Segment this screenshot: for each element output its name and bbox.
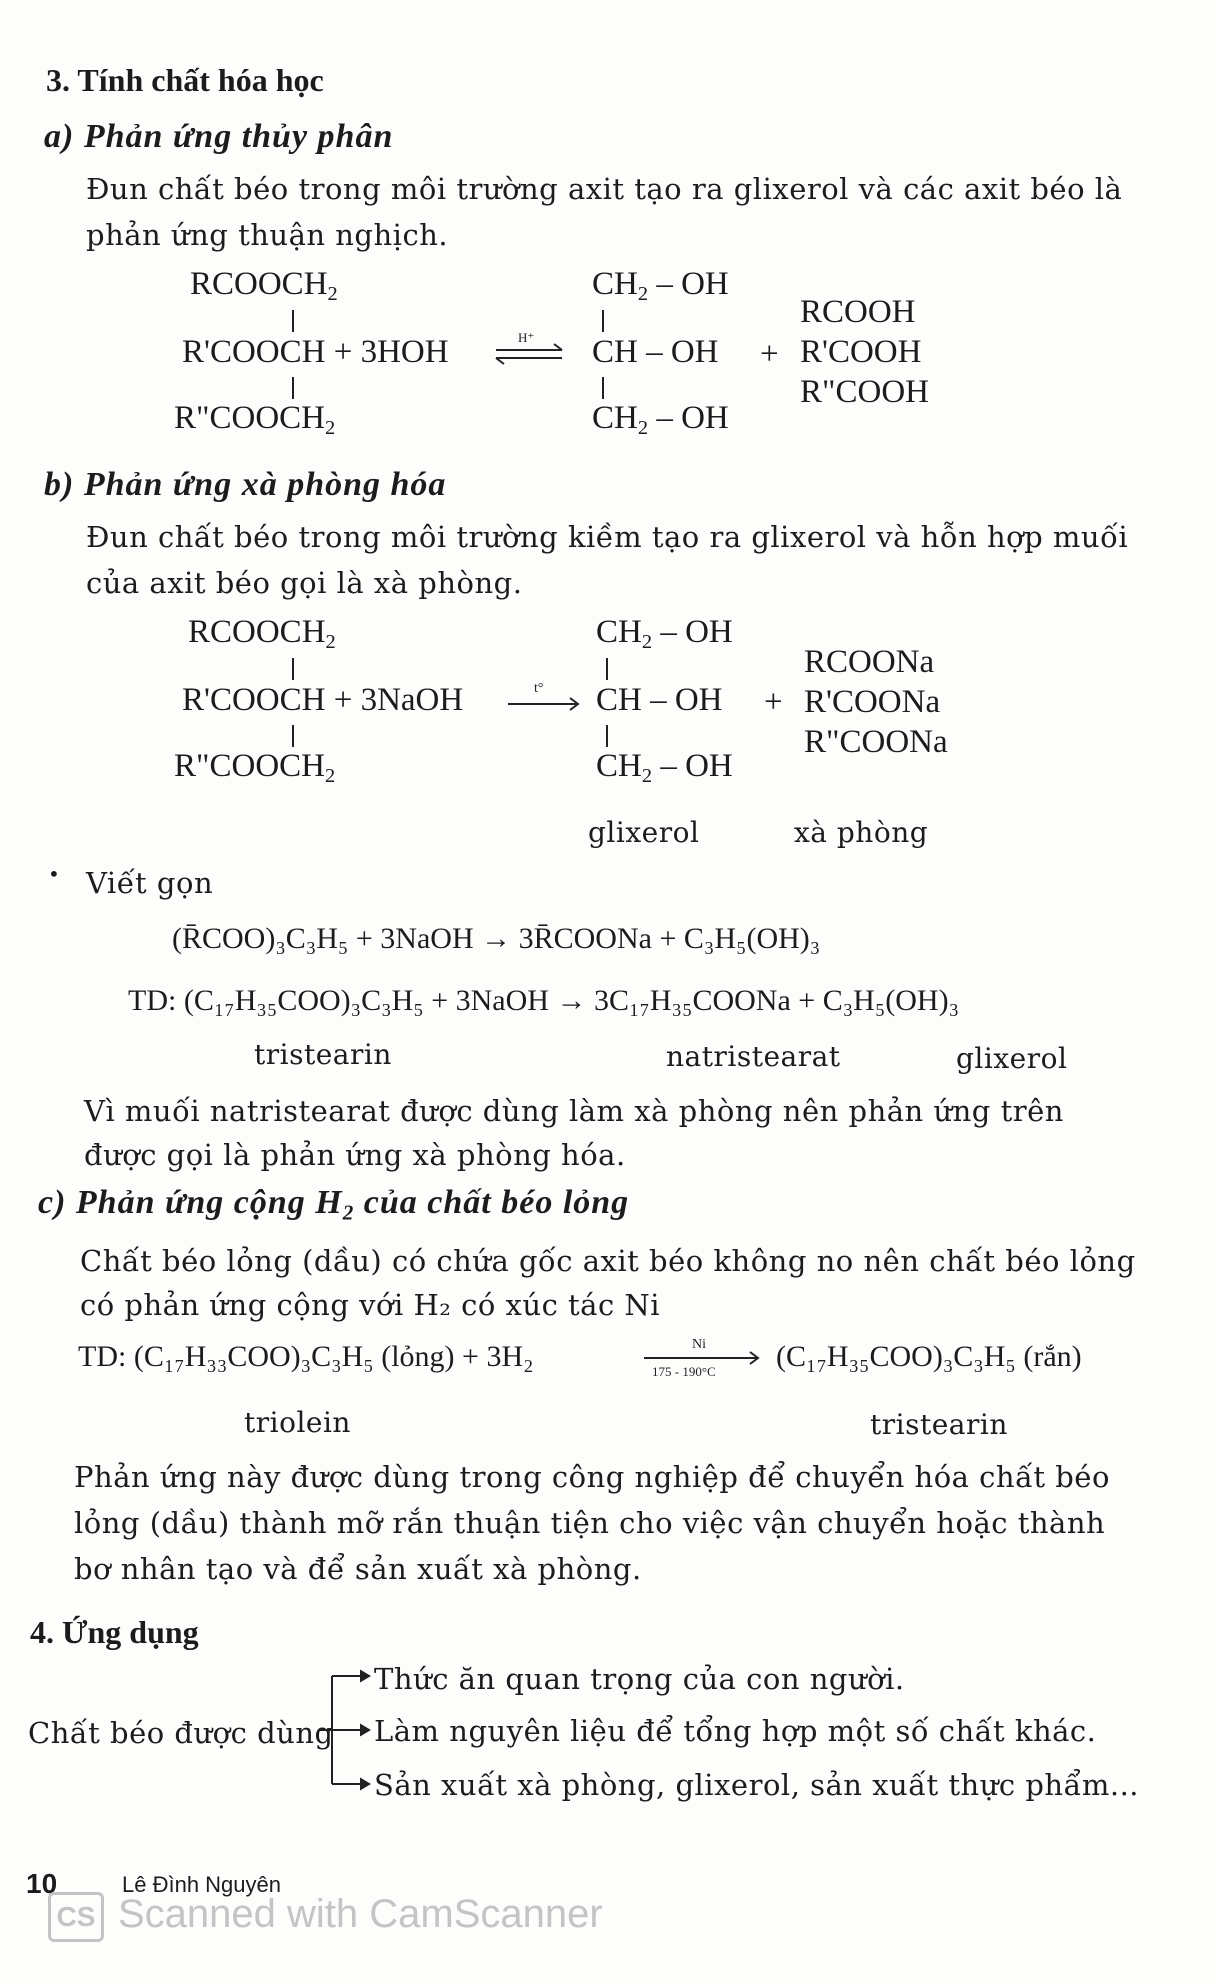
short-form-title: Viết gọn xyxy=(86,866,214,900)
tristearin-label: tristearin xyxy=(870,1408,1008,1441)
subsection-a-title: a) Phản ứng thủy phân xyxy=(44,118,394,155)
example-equation: TD: (C₁₇H₃₅COO)₃C₃H₅ + 3NaOH → 3C₁₇H₃₅COONa + C₃H₅(OH)₃ xyxy=(128,984,960,1017)
svg-text:Ni: Ni xyxy=(692,1337,706,1352)
short-form-equation: (R̄COO)₃C₃H₅ + 3NaOH → 3R̄COONa + C₃H₅(OH)₃ xyxy=(172,922,821,955)
glycerol-row-2: CH – OH xyxy=(596,682,723,718)
acid-row-2: R'COOH xyxy=(800,334,922,370)
note-c-line1: Phản ứng này được dùng trong công nghiệp để chuyển hóa chất béo xyxy=(74,1460,1110,1494)
paragraph-c-line1: Chất béo lỏng (dầu) có chứa gốc axit béo không no nên chất béo lỏng xyxy=(80,1244,1136,1278)
paragraph-b-line2: của axit béo gọi là xà phòng. xyxy=(86,566,523,600)
hydrogenation-left: TD: (C₁₇H₃₃COO)₃C₃H₅ (lỏng) + 3H₂ xyxy=(78,1340,534,1373)
paragraph-a-line2: phản ứng thuận nghịch. xyxy=(86,218,449,252)
section4-title: 4. Ứng dụng xyxy=(30,1614,199,1650)
acid-row-3: R"COOH xyxy=(800,374,929,410)
ester-row-3: $R"COOCH_2$ xyxy=(174,400,336,440)
note-c-line2: lỏng (dầu) thành mỡ rắn thuận tiện cho việc vận chuyển hoặc thành xyxy=(74,1506,1106,1540)
soap-label: xà phòng xyxy=(794,816,929,849)
glycerol-row-3: $CH_2$ – OH xyxy=(596,748,733,788)
bullet-dot: • xyxy=(48,862,61,886)
paragraph-b-line1: Đun chất béo trong môi trường kiềm tạo ra glixerol và hỗn hợp muối xyxy=(86,520,1129,554)
note-c-line3: bơ nhân tạo và để sản xuất xà phòng. xyxy=(74,1552,642,1586)
ester-row-2: R'COOCH + 3HOH xyxy=(182,334,449,370)
glycerol-row-1: $CH_2$ – OH xyxy=(592,266,729,306)
ester-row-1: $RCOOCH_2$ xyxy=(190,266,338,306)
glixerol-label: glixerol xyxy=(956,1042,1068,1075)
ester-row-3: $R"COOCH_2$ xyxy=(174,748,336,788)
note-b-line1: Vì muối natristearat được dùng làm xà phòng nên phản ứng trên xyxy=(84,1094,1064,1128)
natristearat-label: natristearat xyxy=(666,1040,841,1073)
subsection-c-title: c) Phản ứng cộng $H_2$ của chất béo lỏng xyxy=(38,1184,630,1225)
usage-lead: Chất béo được dùng xyxy=(28,1716,334,1750)
glycerol-row-1: $CH_2$ – OH xyxy=(596,614,733,654)
salt-row-2: R'COONa xyxy=(804,684,941,720)
acid-row-1: RCOOH xyxy=(800,294,916,330)
usage-item-2: Làm nguyên liệu để tổng hợp một số chất khác. xyxy=(374,1714,1097,1748)
salt-row-1: RCOONa xyxy=(804,644,935,680)
author-name: Lê Đình Nguyên xyxy=(122,1872,281,1897)
camscanner-logo: CS xyxy=(48,1892,104,1942)
salt-row-3: R"COONa xyxy=(804,724,948,760)
section-title: 3. Tính chất hóa học xyxy=(46,62,324,98)
arrow-icon xyxy=(640,1334,770,1382)
ester-row-1: $RCOOCH_2$ xyxy=(188,614,336,654)
usage-item-3: Sản xuất xà phòng, glixerol, sản xuất thực phẩm... xyxy=(374,1768,1140,1802)
triolein-label: triolein xyxy=(244,1406,351,1439)
paragraph-a-line1: Đun chất béo trong môi trường axit tạo ra glixerol và các axit béo là xyxy=(86,172,1123,206)
paragraph-c-line2: có phản ứng cộng với H₂ có xúc tác Ni xyxy=(80,1288,661,1322)
watermark-text: Scanned with CamScanner xyxy=(118,1892,603,1936)
usage-item-1: Thức ăn quan trọng của con người. xyxy=(374,1662,905,1696)
glycerol-label: glixerol xyxy=(588,816,700,849)
glycerol-row-3: $CH_2$ – OH xyxy=(592,400,729,440)
plus-sign: + xyxy=(764,684,783,720)
tristearin-label: tristearin xyxy=(254,1038,392,1071)
svg-text:t°: t° xyxy=(534,681,544,696)
svg-text:175 - 190°C: 175 - 190°C xyxy=(652,1364,716,1379)
ester-row-2: R'COOCH + 3NaOH xyxy=(182,682,464,718)
subsection-b-title: b) Phản ứng xà phòng hóa xyxy=(44,466,447,503)
glycerol-row-2: CH – OH xyxy=(592,334,719,370)
svg-text:H⁺: H⁺ xyxy=(518,330,535,345)
page-number: 10 xyxy=(26,1868,58,1899)
branch-arrows-icon xyxy=(318,1666,378,1796)
note-b-line2: được gọi là phản ứng xà phòng hóa. xyxy=(84,1138,626,1172)
hydrogenation-right: (C₁₇H₃₅COO)₃C₃H₅ (rắn) xyxy=(776,1340,1082,1373)
plus-sign: + xyxy=(760,336,779,372)
arrow-icon xyxy=(504,680,584,716)
reversible-arrow-icon xyxy=(490,330,570,370)
